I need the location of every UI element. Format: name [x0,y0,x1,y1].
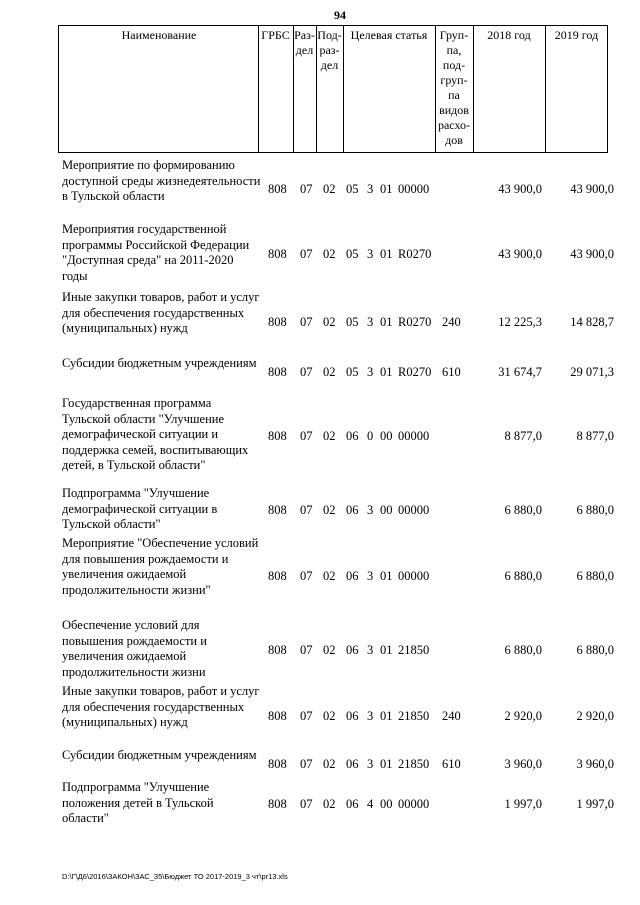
header-group: Груп- па, под- груп- па видов расхо- дов [437,28,471,147]
cell-podrazdel: 02 [323,643,336,657]
cell-razdel: 07 [300,757,313,771]
row-name: Субсидии бюджетным учреждениям [62,748,257,762]
cell-2019: 43 900,0 [570,182,614,196]
cell-2019: 1 997,0 [576,797,614,811]
cell-2019: 14 828,7 [570,315,614,329]
cell-target-program: 06 [346,569,359,583]
cell-podrazdel: 02 [323,757,336,771]
cell-target-code: 00000 [398,182,430,196]
cell-grbs: 808 [268,247,287,261]
cell-target-program: 06 [346,643,359,657]
file-path-footer: D:\Г\Д6\2016\ЗАКОН\ЗАС_35\Бюджет ТО 2017-2019_3 чт\pr13.xls [62,872,288,881]
cell-target-event: 01 [380,315,393,329]
table-row [0,536,640,616]
cell-target-code: R0270 [398,365,432,379]
cell-podrazdel: 02 [323,503,336,517]
row-name: Мероприятия государственной программы Российской Федерации "Доступная среда" на 2011-2020 годы [62,222,250,283]
cell-group-code: 240 [442,709,461,723]
cell-razdel: 07 [300,503,313,517]
cell-razdel: 07 [300,429,313,443]
row-name: Мероприятие "Обеспечение условий для повышения рождаемости и увеличения ожидаемой продолжительности жизни" [62,536,259,597]
cell-target-event: 01 [380,709,393,723]
header-podrazdel: Под- раз- дел [317,28,342,72]
cell-target-program: 06 [346,797,359,811]
table-row [0,618,640,682]
row-name: Иные закупки товаров, работ и услуг для обеспечения государственных (муниципальных) нужд [62,684,260,729]
table-row [0,222,640,286]
cell-target-code: 21850 [398,757,430,771]
table-row [0,780,640,828]
cell-target-sub: 3 [367,709,374,723]
cell-target-code: 21850 [398,643,430,657]
header-2019: 2019 год [554,28,599,42]
cell-2018: 43 900,0 [498,182,542,196]
table-row [0,290,640,354]
cell-target-sub: 3 [367,757,374,771]
cell-target-program: 06 [346,757,359,771]
cell-target-sub: 4 [367,797,374,811]
cell-razdel: 07 [300,569,313,583]
row-name: Обеспечение условий для повышения рождаемости и увеличения ожидаемой продолжительности жизни [62,618,207,679]
cell-group-code: 240 [442,315,461,329]
header-grbs: ГРБС [261,28,290,42]
cell-razdel: 07 [300,365,313,379]
cell-target-program: 05 [346,182,359,196]
cell-target-sub: 3 [367,182,374,196]
cell-target-program: 06 [346,709,359,723]
cell-target-event: 01 [380,757,393,771]
cell-2018: 1 997,0 [504,797,542,811]
cell-target-program: 05 [346,247,359,261]
cell-razdel: 07 [300,797,313,811]
row-name: Субсидии бюджетным учреждениям [62,356,257,370]
cell-target-code: 00000 [398,797,430,811]
cell-target-event: 00 [380,429,393,443]
page-number: 94 [334,8,346,22]
row-name: Подпрограмма "Улучшение демографической ситуации в Тульской области" [62,486,218,531]
cell-target-code: 00000 [398,503,430,517]
cell-target-sub: 0 [367,429,374,443]
cell-2018: 12 225,3 [498,315,542,329]
cell-2019: 6 880,0 [576,569,614,583]
header-razdel: Раз- дел [294,28,315,57]
cell-target-program: 05 [346,315,359,329]
cell-target-program: 05 [346,365,359,379]
cell-grbs: 808 [268,709,287,723]
cell-target-sub: 3 [367,503,374,517]
cell-target-code: R0270 [398,315,432,329]
cell-group-code: 610 [442,757,461,771]
row-name: Иные закупки товаров, работ и услуг для обеспечения государственных (муниципальных) нужд [62,290,260,335]
header-2018: 2018 год [487,28,531,42]
cell-razdel: 07 [300,182,313,196]
header-name: Наименование [121,28,197,42]
cell-grbs: 808 [268,643,287,657]
cell-podrazdel: 02 [323,182,336,196]
cell-target-event: 01 [380,365,393,379]
cell-target-code: 00000 [398,569,430,583]
cell-target-event: 00 [380,797,393,811]
table-row [0,356,640,388]
cell-grbs: 808 [268,797,287,811]
cell-target-sub: 3 [367,643,374,657]
cell-podrazdel: 02 [323,429,336,443]
cell-razdel: 07 [300,709,313,723]
cell-group-code: 610 [442,365,461,379]
cell-grbs: 808 [268,365,287,379]
cell-2019: 8 877,0 [576,429,614,443]
cell-podrazdel: 02 [323,569,336,583]
header-divider [343,25,344,153]
cell-podrazdel: 02 [323,365,336,379]
cell-2019: 43 900,0 [570,247,614,261]
cell-podrazdel: 02 [323,315,336,329]
cell-target-sub: 3 [367,315,374,329]
table-row [0,748,640,780]
cell-target-event: 00 [380,503,393,517]
cell-target-sub: 3 [367,365,374,379]
cell-target-event: 01 [380,247,393,261]
cell-target-code: 00000 [398,429,430,443]
cell-grbs: 808 [268,503,287,517]
cell-2018: 6 880,0 [504,569,542,583]
cell-podrazdel: 02 [323,709,336,723]
cell-2018: 6 880,0 [504,643,542,657]
table-row [0,396,640,476]
cell-target-event: 01 [380,182,393,196]
cell-target-program: 06 [346,429,359,443]
header-target: Целевая статья [350,28,428,42]
cell-target-code: 21850 [398,709,430,723]
row-name: Подпрограмма "Улучшение положения детей в Тульской области" [62,780,214,825]
cell-grbs: 808 [268,182,287,196]
cell-grbs: 808 [268,429,287,443]
header-divider [473,25,474,153]
table-row [0,486,640,534]
cell-razdel: 07 [300,247,313,261]
cell-2018: 3 960,0 [504,757,542,771]
cell-podrazdel: 02 [323,797,336,811]
cell-target-event: 01 [380,643,393,657]
header-divider [545,25,546,153]
header-divider [258,25,259,153]
row-name: Мероприятие по формированию доступной среды жизнедеятельности в Тульской области [62,158,261,203]
cell-razdel: 07 [300,315,313,329]
cell-target-sub: 3 [367,569,374,583]
cell-2019: 2 920,0 [576,709,614,723]
cell-2018: 6 880,0 [504,503,542,517]
cell-2018: 43 900,0 [498,247,542,261]
row-name: Государственная программа Тульской области "Улучшение демографической ситуации и поддержка семей, воспитывающих детей, в Тульской области" [62,396,249,472]
cell-target-sub: 3 [367,247,374,261]
cell-target-program: 06 [346,503,359,517]
cell-grbs: 808 [268,757,287,771]
cell-target-event: 01 [380,569,393,583]
cell-2018: 31 674,7 [498,365,542,379]
table-row [0,684,640,748]
cell-2019: 6 880,0 [576,643,614,657]
table-row [0,158,640,220]
cell-2019: 3 960,0 [576,757,614,771]
cell-2018: 8 877,0 [504,429,542,443]
cell-podrazdel: 02 [323,247,336,261]
cell-2018: 2 920,0 [504,709,542,723]
cell-2019: 29 071,3 [570,365,614,379]
cell-grbs: 808 [268,315,287,329]
cell-2019: 6 880,0 [576,503,614,517]
cell-target-code: R0270 [398,247,432,261]
cell-grbs: 808 [268,569,287,583]
cell-razdel: 07 [300,643,313,657]
